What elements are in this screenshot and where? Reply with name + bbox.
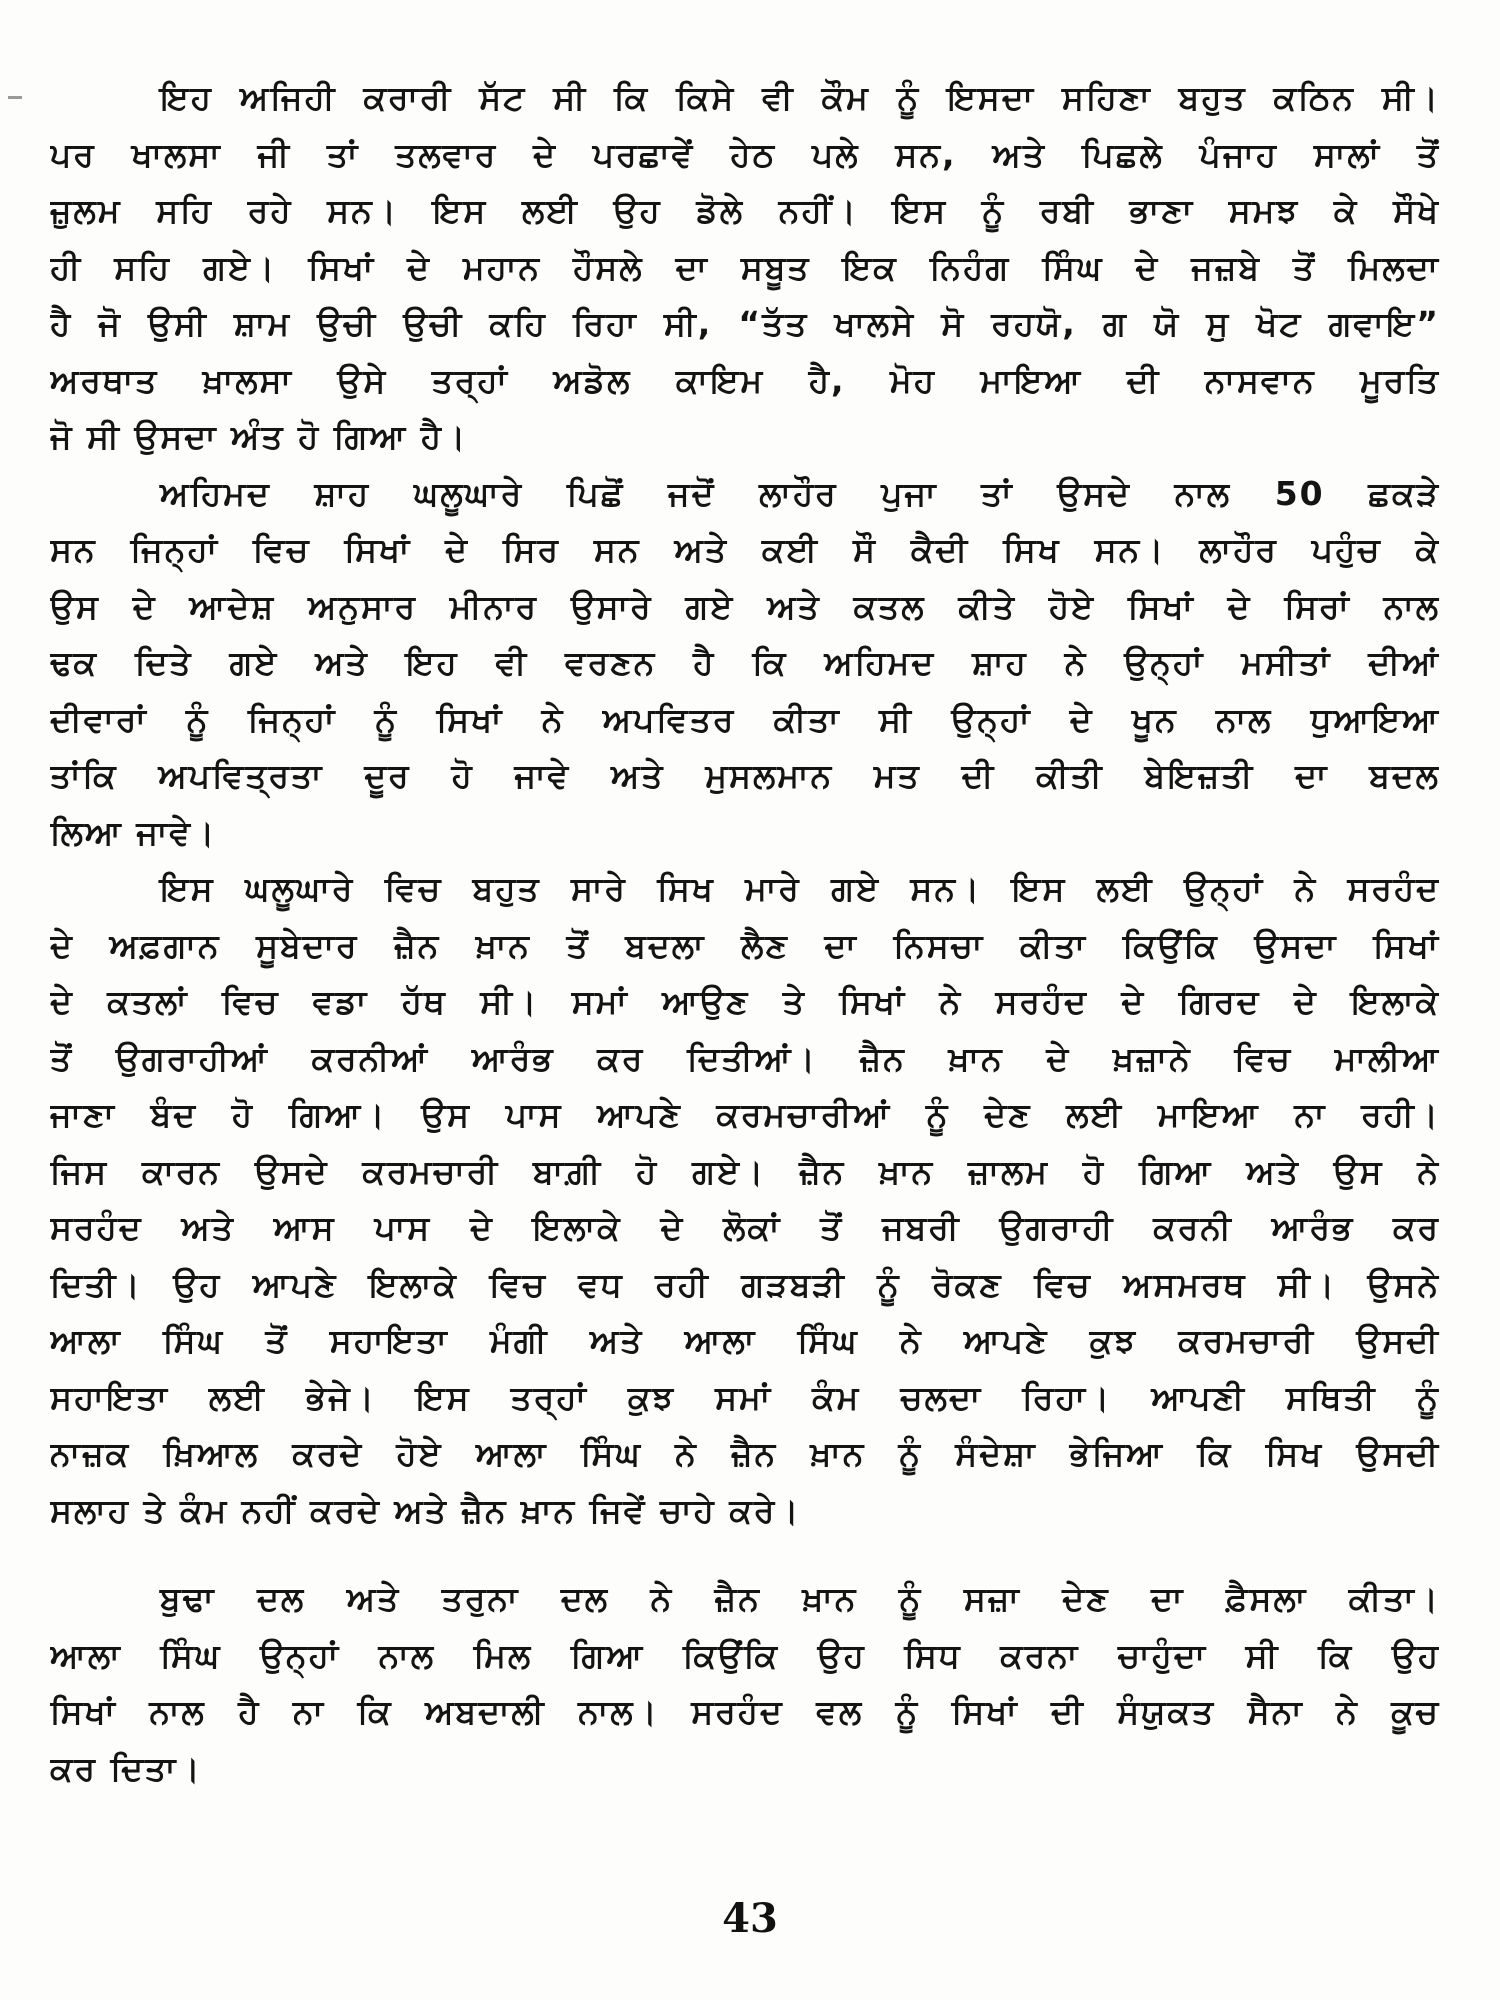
text-line: ਇਹ ਅਜਿਹੀ ਕਰਾਰੀ ਸੱਟ ਸੀ ਕਿ ਕਿਸੇ ਵੀ ਕੌਮ ਨੂੰ ਇਸਦਾ ਸਹਿਣਾ ਬਹੁਤ ਕਠਿਨ ਸੀ। xyxy=(160,78,1440,117)
text-line: ਇਸ ਘਲੂਘਾਰੇ ਵਿਚ ਬਹੁਤ ਸਾਰੇ ਸਿਖ ਮਾਰੇ ਗਏ ਸਨ। ਇਸ ਲਈ ਉਨ੍ਹਾਂ ਨੇ ਸਰਹੰਦ xyxy=(160,869,1440,908)
scan-mark xyxy=(8,96,22,99)
paragraph-2 xyxy=(50,466,1440,862)
text-line: ਪਰ ਖਾਲਸਾ ਜੀ ਤਾਂ ਤਲਵਾਰ ਦੇ ਪਰਛਾਵੇਂ ਹੇਠ ਪਲੇ ਸਨ, ਅਤੇ ਪਿਛਲੇ ਪੰਜਾਹ ਸਾਲਾਂ ਤੋਂ xyxy=(50,134,1440,174)
text-line: ਦਿਤੀ। ਉਹ ਆਪਣੇ ਇਲਾਕੇ ਵਿਚ ਵਧ ਰਹੀ ਗੜਬੜੀ ਨੂੰ ਰੋਕਣ ਵਿਚ ਅਸਮਰਥ ਸੀ। ਉਸਨੇ xyxy=(50,1264,1440,1304)
text-line: ਜ਼ੁਲਮ ਸਹਿ ਰਹੇ ਸਨ। ਇਸ ਲਈ ਉਹ ਡੋਲੇ ਨਹੀਂ। ਇਸ ਨੂੰ ਰਬੀ ਭਾਣਾ ਸਮਝ ਕੇ ਸੌਖੇ xyxy=(50,191,1440,230)
text-line: ਉਸ ਦੇ ਆਦੇਸ਼ ਅਨੁਸਾਰ ਮੀਨਾਰ ਉਸਾਰੇ ਗਏ ਅਤੇ ਕਤਲ ਕੀਤੇ ਹੋਏ ਸਿਖਾਂ ਦੇ ਸਿਰਾਂ ਨਾਲ xyxy=(50,586,1440,626)
paragraph-4 xyxy=(50,1571,1440,1797)
text-line: ਹੈ ਜੋ ਉਸੀ ਸ਼ਾਮ ਉਚੀ ਉਚੀ ਕਹਿ ਰਿਹਾ ਸੀ, “ਤੱਤ ਖਾਲਸੇ ਸੋ ਰਹਯੋ, ਗ ਯੋ ਸੁ ਖੋਟ ਗਵਾਇ” xyxy=(50,304,1440,343)
paragraph-1 xyxy=(50,70,1440,466)
text-line: ਹੀ ਸਹਿ ਗਏ। ਸਿਖਾਂ ਦੇ ਮਹਾਨ ਹੌਸਲੇ ਦਾ ਸਬੂਤ ਇਕ ਨਿਹੰਗ ਸਿੰਘ ਦੇ ਜਜ਼ਬੇ ਤੋਂ ਮਿਲਦਾ xyxy=(50,247,1440,287)
text-line: ਦੀਵਾਰਾਂ ਨੂੰ ਜਿਨ੍ਹਾਂ ਨੂੰ ਸਿਖਾਂ ਨੇ ਅਪਵਿਤਰ ਕੀਤਾ ਸੀ ਉਨ੍ਹਾਂ ਦੇ ਖੂਨ ਨਾਲ ਧੁਆਇਆ xyxy=(50,699,1440,739)
text-line: ਅਰਥਾਤ ਖ਼ਾਲਸਾ ਉਸੇ ਤਰ੍ਹਾਂ ਅਡੋਲ ਕਾਇਮ ਹੈ, ਮੋਹ ਮਾਇਆ ਦੀ ਨਾਸਵਾਨ ਮੂਰਤਿ xyxy=(50,360,1440,400)
body-text xyxy=(50,70,1440,1797)
text-line: ਅਹਿਮਦ ਸ਼ਾਹ ਘਲੂਘਾਰੇ ਪਿਛੋਂ ਜਦੋਂ ਲਾਹੌਰ ਪੁਜਾ ਤਾਂ ਉਸਦੇ ਨਾਲ 50 ਛਕੜੇ xyxy=(160,473,1440,513)
text-line: ਨਾਜ਼ਕ ਖ਼ਿਆਲ ਕਰਦੇ ਹੋਏ ਆਲਾ ਸਿੰਘ ਨੇ ਜ਼ੈਨ ਖ਼ਾਨ ਨੂੰ ਸੰਦੇਸ਼ਾ ਭੇਜਿਆ ਕਿ ਸਿਖ ਉਸਦੀ xyxy=(50,1434,1440,1473)
text-line: ਸਿਖਾਂ ਨਾਲ ਹੈ ਨਾ ਕਿ ਅਬਦਾਲੀ ਨਾਲ। ਸਰਹੰਦ ਵਲ ਨੂੰ ਸਿਖਾਂ ਦੀ ਸੰਯੁਕਤ ਸੈਨਾ ਨੇ ਕੂਚ xyxy=(50,1692,1440,1731)
text-line: ਬੁਢਾ ਦਲ ਅਤੇ ਤਰੁਨਾ ਦਲ ਨੇ ਜ਼ੈਨ ਖ਼ਾਨ ਨੂੰ ਸਜ਼ਾ ਦੇਣ ਦਾ ਫ਼ੈਸਲਾ ਕੀਤਾ। xyxy=(160,1579,1440,1618)
text-line: ਢਕ ਦਿਤੇ ਗਏ ਅਤੇ ਇਹ ਵੀ ਵਰਣਨ ਹੈ ਕਿ ਅਹਿਮਦ ਸ਼ਾਹ ਨੇ ਉਨ੍ਹਾਂ ਮਸੀਤਾਂ ਦੀਆਂ xyxy=(50,643,1440,682)
text-line: ਦੇ ਅਫ਼ਗਾਨ ਸੂਬੇਦਾਰ ਜ਼ੈਨ ਖ਼ਾਨ ਤੋਂ ਬਦਲਾ ਲੈਣ ਦਾ ਨਿਸਚਾ ਕੀਤਾ ਕਿਉਂਕਿ ਉਸਦਾ ਸਿਖਾਂ xyxy=(50,925,1440,965)
text-line: ਜਾਣਾ ਬੰਦ ਹੋ ਗਿਆ। ਉਸ ਪਾਸ ਆਪਣੇ ਕਰਮਚਾਰੀਆਂ ਨੂੰ ਦੇਣ ਲਈ ਮਾਇਆ ਨਾ ਰਹੀ। xyxy=(50,1095,1440,1134)
text-line: ਤਾਂਕਿ ਅਪਵਿਤ੍ਰਤਾ ਦੂਰ ਹੋ ਜਾਵੇ ਅਤੇ ਮੁਸਲਮਾਨ ਮਤ ਦੀ ਕੀਤੀ ਬੇਇਜ਼ਤੀ ਦਾ ਬਦਲ xyxy=(50,756,1440,795)
text-line: ਆਲਾ ਸਿੰਘ ਉਨ੍ਹਾਂ ਨਾਲ ਮਿਲ ਗਿਆ ਕਿਉਂਕਿ ਉਹ ਸਿਧ ਕਰਨਾ ਚਾਹੁੰਦਾ ਸੀ ਕਿ ਉਹ xyxy=(50,1635,1440,1675)
text-line: ਸਰਹੰਦ ਅਤੇ ਆਸ ਪਾਸ ਦੇ ਇਲਾਕੇ ਦੇ ਲੋਕਾਂ ਤੋਂ ਜਬਰੀ ਉਗਰਾਹੀ ਕਰਨੀ ਆਰੰਭ ਕਰ xyxy=(50,1208,1440,1247)
text-line: ਸਨ ਜਿਨ੍ਹਾਂ ਵਿਚ ਸਿਖਾਂ ਦੇ ਸਿਰ ਸਨ ਅਤੇ ਕਈ ਸੌ ਕੈਦੀ ਸਿਖ ਸਨ। ਲਾਹੌਰ ਪਹੁੰਚ ਕੇ xyxy=(50,530,1440,569)
text-line: ਜੋ ਸੀ ਉਸਦਾ ਅੰਤ ਹੋ ਗਿਆ ਹੈ। xyxy=(50,417,468,456)
text-line: ਤੋਂ ਉਗਰਾਹੀਆਂ ਕਰਨੀਆਂ ਆਰੰਭ ਕਰ ਦਿਤੀਆਂ। ਜ਼ੈਨ ਖ਼ਾਨ ਦੇ ਖ਼ਜ਼ਾਨੇ ਵਿਚ ਮਾਲੀਆ xyxy=(50,1038,1440,1078)
text-line: ਲਿਆ ਜਾਵੇ। xyxy=(50,812,217,852)
text-line: ਸਹਾਇਤਾ ਲਈ ਭੇਜੇ। ਇਸ ਤਰ੍ਹਾਂ ਕੁਝ ਸਮਾਂ ਕੰਮ ਚਲਦਾ ਰਿਹਾ। ਆਪਣੀ ਸਥਿਤੀ ਨੂੰ xyxy=(50,1377,1440,1417)
paragraph-3 xyxy=(50,861,1440,1539)
text-line: ਕਰ ਦਿਤਾ। xyxy=(50,1748,202,1788)
page-number: 43 xyxy=(722,1895,778,1942)
text-line: ਜਿਸ ਕਾਰਨ ਉਸਦੇ ਕਰਮਚਾਰੀ ਬਾਗ਼ੀ ਹੋ ਗਏ। ਜ਼ੈਨ ਖ਼ਾਨ ਜ਼ਾਲਮ ਹੋ ਗਿਆ ਅਤੇ ਉਸ ਨੇ xyxy=(50,1151,1440,1191)
text-line: ਦੇ ਕਤਲਾਂ ਵਿਚ ਵਡਾ ਹੱਥ ਸੀ। ਸਮਾਂ ਆਉਣ ਤੇ ਸਿਖਾਂ ਨੇ ਸਰਹੰਦ ਦੇ ਗਿਰਦ ਦੇ ਇਲਾਕੇ xyxy=(50,982,1440,1021)
text-line: ਸਲਾਹ ਤੇ ਕੰਮ ਨਹੀਂ ਕਰਦੇ ਅਤੇ ਜ਼ੈਨ ਖ਼ਾਨ ਜਿਵੇਂ ਚਾਹੇ ਕਰੇ। xyxy=(50,1490,801,1530)
text-line: ਆਲਾ ਸਿੰਘ ਤੋਂ ਸਹਾਇਤਾ ਮੰਗੀ ਅਤੇ ਆਲਾ ਸਿੰਘ ਨੇ ਆਪਣੇ ਕੁਝ ਕਰਮਚਾਰੀ ਉਸਦੀ xyxy=(50,1321,1440,1360)
